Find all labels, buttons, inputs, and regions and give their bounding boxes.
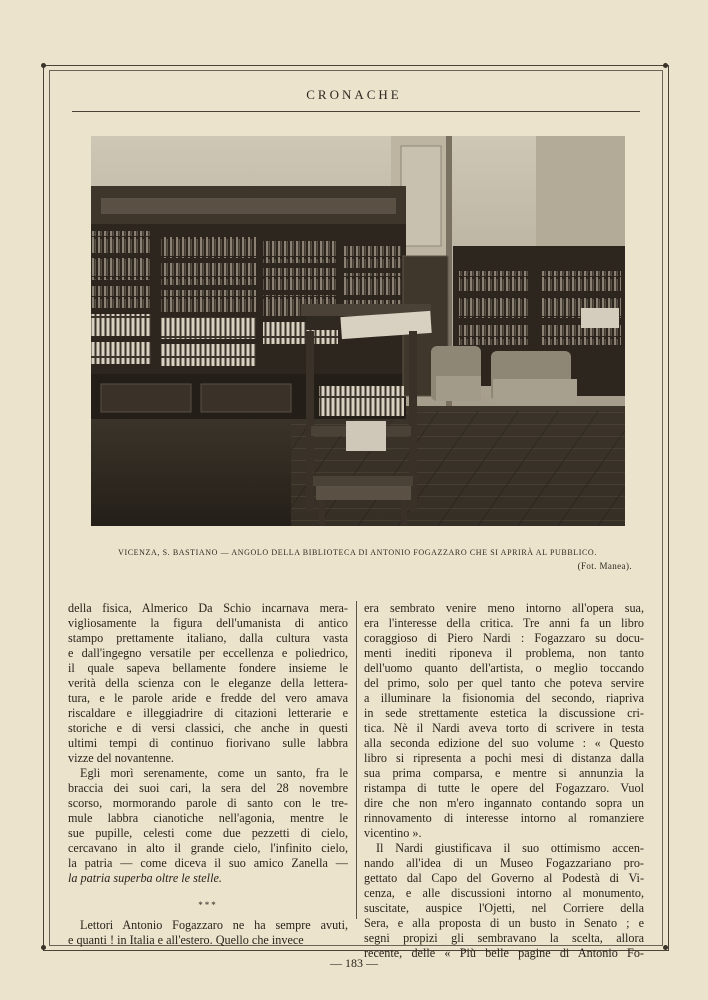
text-column-right [364, 601, 644, 961]
text-line: la patria — come diceva il suo amico Zanella — [68, 856, 348, 870]
text-line: era sembrato venire meno intorno all'opera sua, [364, 601, 644, 615]
text-line: cercavano in alto il grande cielo, l'infinito cielo, [68, 841, 348, 855]
text-line: sua prima comparsa, e mentre si annunzia la [364, 766, 644, 780]
text-line: Il Nardi giustificava il suo ottimismo accen- [376, 841, 644, 855]
section-separator: *** [198, 900, 218, 910]
text-line: a illuminare la fisionomia del secondo, riapriva [364, 691, 644, 705]
text-line: in sede strettamente estetica la discussione cri- [364, 706, 644, 720]
text-line: Egli morì serenamente, come un santo, fra le [80, 766, 348, 780]
text-line: alla seconda edizione del suo volume : « Questo [364, 736, 644, 750]
text-line: verità della scienza con le eleganze della lettera- [68, 676, 348, 690]
text-line: scorso, mormorando parole di santo con le tre- [68, 796, 348, 810]
text-line: rinnovamento di interesse intorno al romanziere [364, 811, 644, 825]
text-line: cenza, e alle discussioni intorno al monumento, [364, 886, 644, 900]
text-column-left [68, 601, 348, 948]
text-line: vigliosamente la figura dell'umanista di antico [68, 616, 348, 630]
text-line: storiche e di versi classici, che anche in questi [68, 721, 348, 735]
text-line: menti inediti riponeva il problema, non tanto [364, 646, 644, 660]
column-rule [356, 601, 357, 919]
text-line: mule labbra cianotiche nell'agonia, mentre le [68, 811, 348, 825]
corner-ornament [663, 63, 668, 68]
photo-credit: (Fot. Manea). [577, 561, 632, 571]
corner-ornament [41, 945, 46, 950]
text-line: Sera, e alla proposta di un busto in Senato ; e [364, 916, 644, 930]
text-line: e dall'ingegno versatile per eccellenza e poliedrico, [68, 646, 348, 660]
italic-quote: la patria superba oltre le stelle. [68, 871, 222, 885]
text-line: vicentino ». [364, 826, 422, 840]
text-line: segni propizi gli sembravano la scelta, allora [364, 931, 644, 945]
text-line: sue pupille, celesti come due pezzetti di cielo, [68, 826, 348, 840]
text-line: ultimi tempi di continuo fiorivano sulle labbra [68, 736, 348, 750]
corner-ornament [41, 63, 46, 68]
figure-caption: VICENZA, S. BASTIANO — ANGOLO DELLA BIBLIOTECA DI ANTONIO FOGAZZARO CHE SI APRIRÀ AL PUBBLICO. [118, 548, 597, 557]
text-line: Lettori Antonio Fogazzaro ne ha sempre avuti, [80, 918, 348, 932]
text-line: recente, delle « Più belle pagine di Antonio Fo- [364, 946, 644, 960]
section-title: CRONACHE [306, 87, 402, 102]
text-line: dell'uomo quanto dell'artista, o meglio toccando [364, 661, 644, 675]
text-line: il quale sapeva bellamente fondere insieme le [68, 661, 348, 675]
page-number: — 183 — [330, 956, 378, 970]
text-line: dire che non m'ero ingannato contando sopra un [364, 796, 644, 810]
text-line: vizze del novantenne. [68, 751, 174, 765]
text-line: tica. Nè il Nardi aveva torto di scrivere in testa [364, 721, 644, 735]
text-line: nando all'idea di un Museo Fogazzariano pro- [364, 856, 644, 870]
text-line: e quanti ! in Italia e all'estero. Quello che invece [68, 933, 304, 947]
text-line: suscitate, auspice l'Ojetti, nel Corriere della [364, 901, 644, 915]
text-line: della fisica, Almerico Da Schio incarnava mera- [68, 601, 348, 615]
text-line: era l'interesse della critica. Tre anni fa un libro [364, 616, 644, 630]
text-line: coraggioso di Piero Nardi : Fogazzaro su docu- [364, 631, 644, 645]
text-line: stampo prettamente italiano, dalla cultura vasta [68, 631, 348, 645]
header-rule [72, 111, 640, 112]
text-line: del primo, solo per quel tanto che poteva servire [364, 676, 644, 690]
text-line: braccia dei suoi cari, la sera del 28 novembre [68, 781, 348, 795]
library-photograph [91, 136, 625, 526]
corner-ornament [663, 945, 668, 950]
text-line: riscaldare e illeggiadrire di citazioni letterarie e [68, 706, 348, 720]
text-line: libro si ripresenta a pochi mesi di distanza dalla [364, 751, 644, 765]
text-line: tura, e le parole aride e fredde del vero amava [68, 691, 348, 705]
text-line: gettato dal Capo del Governo al Podestà di Vi- [364, 871, 644, 885]
text-line: ristampa di tutte le opere del Fogazzaro. Vuol [364, 781, 644, 795]
